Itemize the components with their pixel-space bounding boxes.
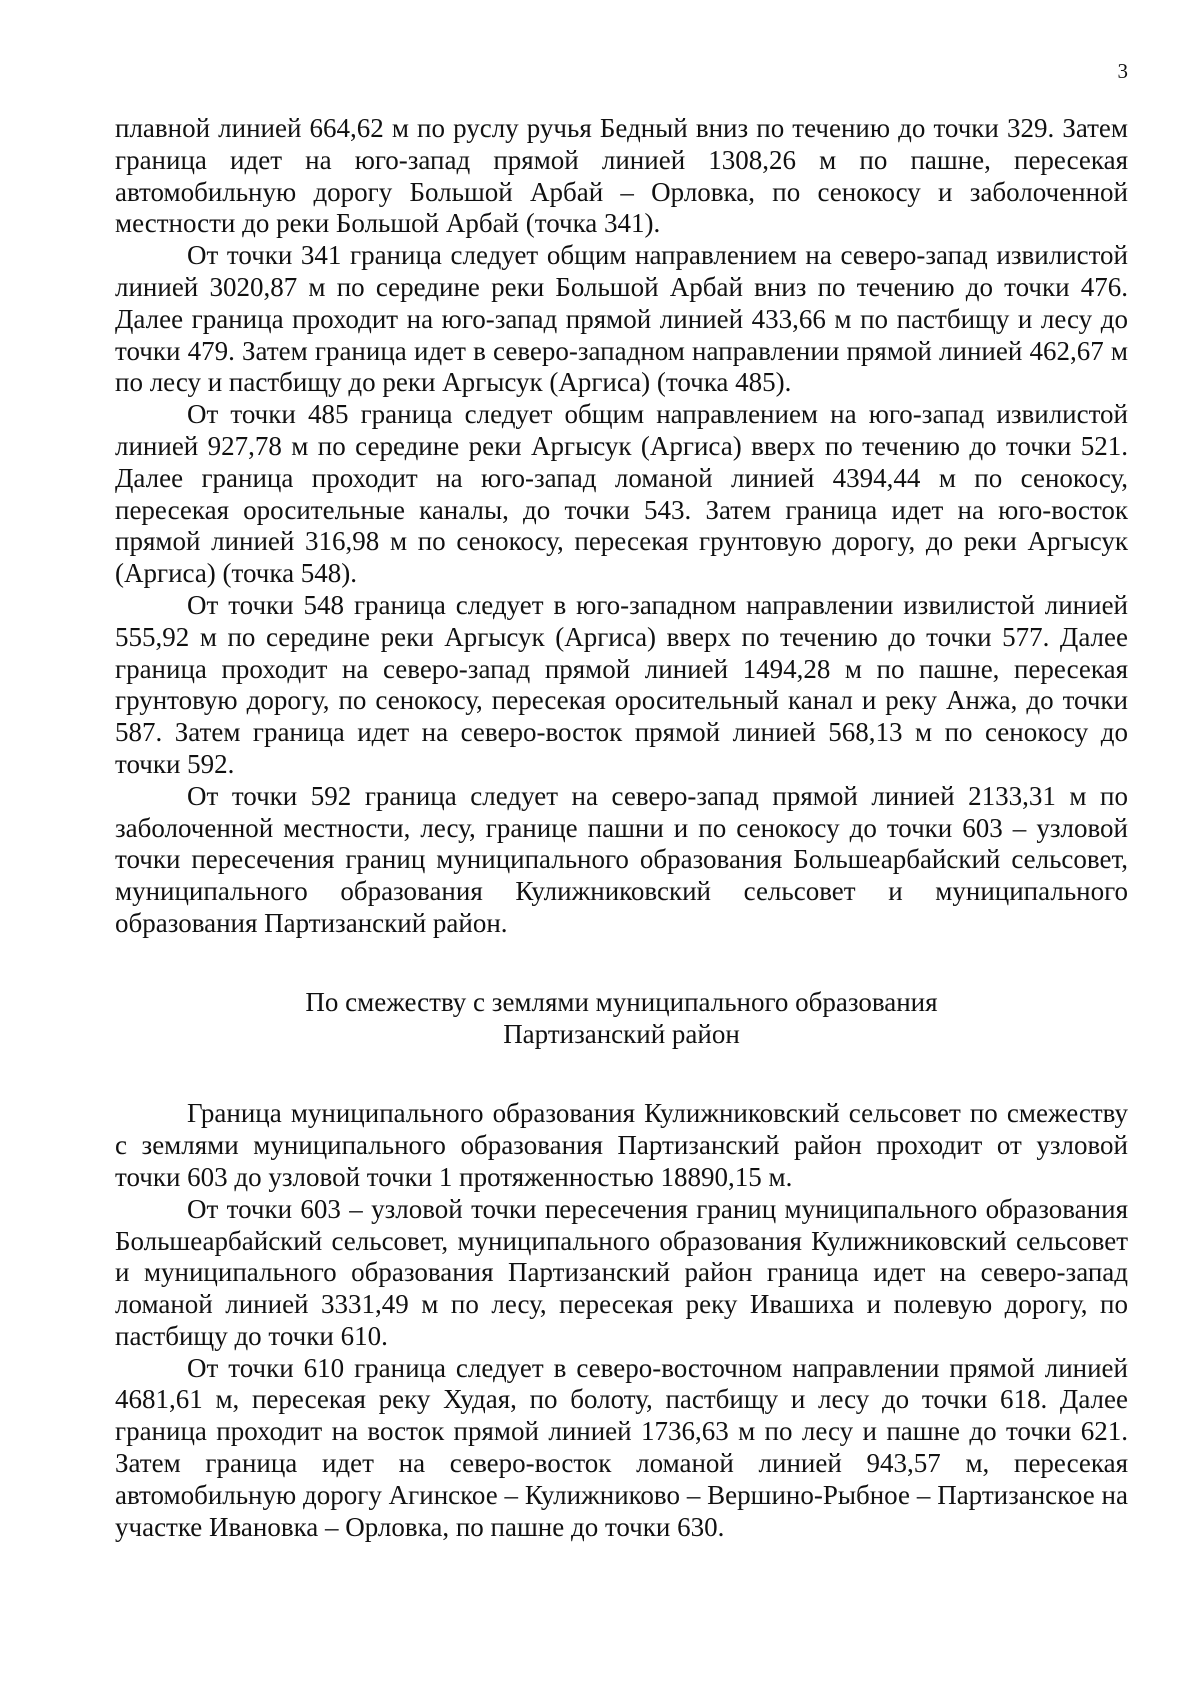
paragraph: От точки 603 – узловой точки пересечения границ муниципального образования Большеарбайский сельсовет, муниципального образования Кулижниковский сельсовет и муниципального образования Партизанский район граница идет на северо-запад ломаной линией 3331,49 м по лесу, пересекая реку Ивашиха и полевую дорогу, по пастбищу до точки 610.: [115, 1193, 1128, 1351]
section-heading: [115, 987, 1128, 1051]
paragraph: Граница муниципального образования Кулижниковский сельсовет по смежеству с землями муниципального образования Партизанский район проходит от узловой точки 603 до узловой точки 1 протяженностью 18890,15 м.: [115, 1098, 1128, 1192]
document-page: [115, 0, 1128, 1697]
paragraph: От точки 548 граница следует в юго-западном направлении извилистой линией 555,92 м по середине реки Аргысук (Аргиса) вверх по течению до точки 577. Далее граница проходит на северо-запад прямой линией 1494,28 м по пашне, пересекая грунтовую дорогу, по сенокосу, пересекая оросительный канал и реку Анжа, до точки 587. Затем граница идет на северо-восток прямой линией 568,13 м по сенокосу до точки 592.: [115, 589, 1128, 779]
paragraph: От точки 485 граница следует общим направлением на юго-запад извилистой линией 927,78 м по середине реки Аргысук (Аргиса) вверх по течению до точки 521. Далее граница проходит на юго-запад ломаной линией 4394,44 м по сенокосу, пересекая оросительные каналы, до точки 543. Затем граница идет на юго-восток прямой линией 316,98 м по сенокосу, пересекая грунтовую дорогу, до реки Аргысук (Аргиса) (точка 548).: [115, 399, 1128, 589]
paragraph: От точки 341 граница следует общим направлением на северо-запад извилистой линией 3020,87 м по середине реки Большой Арбай вниз по течению до точки 476. Далее граница проходит на юго-запад прямой линией 433,66 м по пастбищу и лесу до точки 479. Затем граница идет в северо-западном направлении прямой линией 462,67 м по лесу и пастбищу до реки Аргысук (Аргиса) (точка 485).: [115, 240, 1128, 398]
paragraph: плавной линией 664,62 м по руслу ручья Бедный вниз по течению до точки 329. Затем граница идет на юго-запад прямой линией 1308,26 м по пашне, пересекая автомобильную дорогу Большой Арбай – Орловка, по сенокосу и заболоченной местности до реки Большой Арбай (точка 341).: [115, 113, 1128, 239]
paragraph: От точки 592 граница следует на северо-запад прямой линией 2133,31 м по заболоченной местности, лесу, границе пашни и по сенокосу до точки 603 – узловой точки пересечения границ муниципального образования Большеарбайский сельсовет, муниципального образования Кулижниковский сельсовет и муниципального образования Партизанский район.: [115, 780, 1128, 938]
section-heading-line: Партизанский район: [503, 1018, 740, 1049]
paragraph: От точки 610 граница следует в северо-восточном направлении прямой линией 4681,61 м, пересекая реку Худая, по болоту, пастбищу и лесу до точки 618. Далее граница проходит на восток прямой линией 1736,63 м по лесу и пашне до точки 621. Затем граница идет на северо-восток ломаной линией 943,57 м, пересекая автомобильную дорогу Агинское – Кулижниково – Вершино-Рыбное – Партизанское на участке Ивановка – Орловка, по пашне до точки 630.: [115, 1352, 1128, 1542]
document-body: [115, 113, 1128, 1543]
section-heading-line: По смежеству с землями муниципального образования: [305, 986, 938, 1017]
page-number: 3: [1117, 59, 1128, 83]
